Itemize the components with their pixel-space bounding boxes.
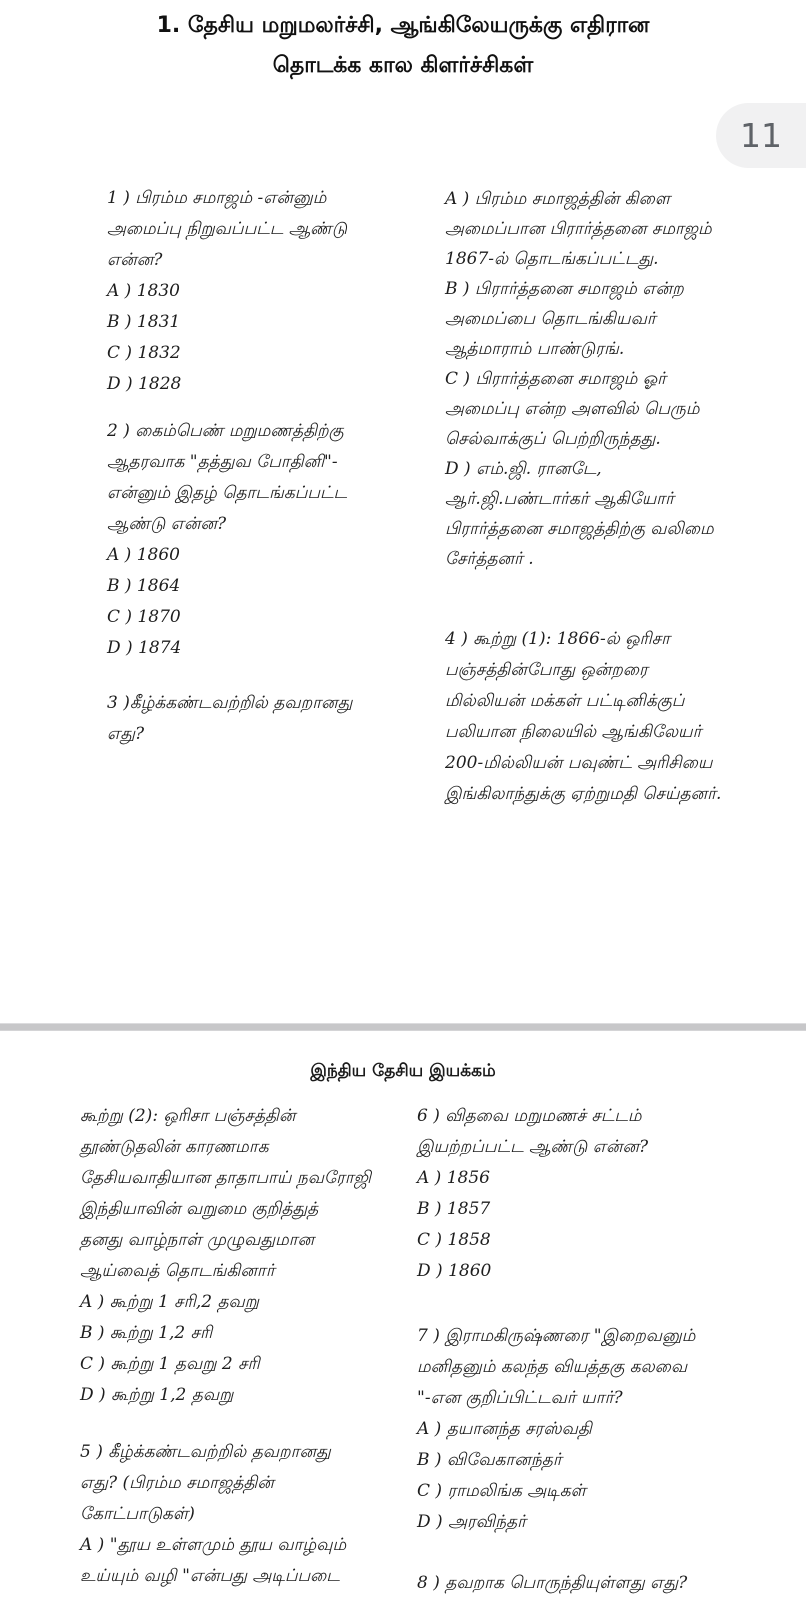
text-line: "-என குறிப்பிட்டவர் யார்? — [417, 1388, 623, 1408]
text-line: D ) 1874 — [107, 638, 182, 658]
text-line: எது? (பிரம்ம சமாஜத்தின் — [80, 1473, 274, 1493]
text-line: D ) கூற்று 1,2 தவறு — [80, 1385, 234, 1405]
text-line: மில்லியன் மக்கள் பட்டினிக்குப் — [445, 691, 685, 711]
page-title-line-1: 1. தேசிய மறுமலர்ச்சி, ஆங்கிலேயருக்கு எதிரான — [156, 13, 650, 38]
text-line: B ) 1857 — [417, 1199, 491, 1219]
question-8 — [417, 1568, 799, 1599]
text-line: A ) தயானந்த சரஸ்வதி — [417, 1419, 592, 1439]
text-line: 200-மில்லியன் பவுண்ட் அரிசியை — [445, 753, 713, 773]
text-line: B ) கூற்று 1,2 சரி — [80, 1323, 213, 1343]
text-line: ஆர்.ஜி.பண்டார்கர் ஆகியோர் — [445, 489, 675, 509]
text-line: பலியான நிலையில் ஆங்கிலேயர் — [445, 722, 702, 742]
text-line: பிரார்த்தனை சமாஜத்திற்கு வலிமை — [445, 519, 714, 539]
text-line: C ) பிரார்த்தனை சமாஜம் ஓர் — [445, 369, 666, 389]
page-number-badge: 11 — [716, 103, 806, 168]
text-line: ஆண்டு என்ன? — [107, 514, 227, 534]
text-line: A ) கூற்று 1 சரி,2 தவறு — [80, 1292, 259, 1312]
page2-left-column — [80, 1101, 420, 1592]
question-5 — [80, 1437, 420, 1592]
text-line: 8 ) தவறாக பொருந்தியுள்ளது எது? — [417, 1573, 688, 1593]
text-line: கோட்பாடுகள்) — [80, 1504, 195, 1524]
text-line: A ) 1856 — [417, 1168, 490, 1188]
text-line: மனிதனும் கலந்த வியத்தகு கலவை — [417, 1357, 688, 1377]
text-line: இயற்றப்பட்ட ஆண்டு என்ன? — [417, 1137, 649, 1157]
page2-right-column — [417, 1101, 799, 1599]
text-line: D ) எம்.ஜி. ரானடே, — [445, 459, 602, 479]
page1-left-column — [107, 183, 419, 750]
text-line: C ) 1832 — [107, 343, 181, 363]
text-line: B ) விவேகானந்தர் — [417, 1450, 562, 1470]
text-line: 6 ) விதவை மறுமணச் சட்டம் — [417, 1106, 642, 1126]
text-line: A ) 1860 — [107, 545, 180, 565]
text-line: என்னும் இதழ் தொடங்கப்பட்ட — [107, 483, 348, 503]
question-2 — [107, 416, 419, 664]
page-title-line-2: தொடக்க கால கிளர்ச்சிகள் — [272, 53, 534, 78]
text-line: B ) 1831 — [107, 312, 181, 332]
page-divider — [0, 1023, 806, 1031]
text-line: செல்வாக்குப் பெற்றிருந்தது. — [445, 429, 661, 449]
text-line: ஆதரவாக "தத்துவ போதினி"- — [107, 452, 338, 472]
text-line: எது? — [107, 724, 145, 744]
text-line: B ) 1864 — [107, 576, 181, 596]
text-line: D ) அரவிந்தர் — [417, 1512, 526, 1532]
page1-right-column — [445, 184, 797, 810]
text-line: C ) கூற்று 1 தவறு 2 சரி — [80, 1354, 260, 1374]
text-line: அமைப்பு என்ற அளவில் பெரும் — [445, 399, 700, 419]
text-line: பஞ்சத்தின்போது ஒன்றரை — [445, 660, 648, 680]
text-line: 3 )கீழ்க்கண்டவற்றில் தவறானது — [107, 693, 353, 713]
text-line: ஆய்வைத் தொடங்கினார் — [80, 1261, 275, 1281]
text-line: தேசியவாதியான தாதாபாய் நவரோஜி — [80, 1168, 372, 1188]
question-1 — [107, 183, 419, 400]
question-7 — [417, 1321, 799, 1538]
text-line: தூண்டுதலின் காரணமாக — [80, 1137, 269, 1157]
section-heading: இந்திய தேசிய இயக்கம் — [310, 1061, 496, 1081]
question-3-options — [445, 184, 797, 574]
document-page-2 — [0, 1031, 806, 1600]
text-line: C ) ராமலிங்க அடிகள் — [417, 1481, 586, 1501]
text-line: A ) 1830 — [107, 281, 180, 301]
question-4-statement-2-with-options — [80, 1101, 420, 1411]
text-line: D ) 1828 — [107, 374, 182, 394]
question-6 — [417, 1101, 799, 1287]
question-3 — [107, 688, 419, 750]
text-line: D ) 1860 — [417, 1261, 492, 1281]
text-line: சேர்த்தனர் . — [445, 549, 534, 569]
text-line: 4 ) கூற்று (1): 1866-ல் ஒரிசா — [445, 629, 671, 649]
text-line: A ) பிரம்ம சமாஜத்தின் கிளை — [445, 189, 671, 209]
text-line: கூற்று (2): ஒரிசா பஞ்சத்தின் — [80, 1106, 296, 1126]
text-line: 7 ) இராமகிருஷ்ணரை "இறைவனும் — [417, 1326, 696, 1346]
text-line: A ) "தூய உள்ளமும் தூய வாழ்வும் — [80, 1535, 347, 1555]
text-line: உய்யும் வழி "என்பது அடிப்படை — [80, 1566, 340, 1586]
text-line: இங்கிலாந்துக்கு ஏற்றுமதி செய்தனர். — [445, 784, 722, 804]
text-line: இந்தியாவின் வறுமை குறித்துத் — [80, 1199, 319, 1219]
text-line: 1 ) பிரம்ம சமாஜம் -என்னும் — [107, 188, 327, 208]
text-line: அமைப்பான பிரார்த்தனை சமாஜம் — [445, 219, 712, 239]
text-line: C ) 1858 — [417, 1230, 491, 1250]
text-line: அமைப்பு நிறுவப்பட்ட ஆண்டு — [107, 219, 347, 239]
text-line: 1867-ல் தொடங்கப்பட்டது. — [445, 249, 659, 269]
text-line: அமைப்பை தொடங்கியவர் — [445, 309, 656, 329]
page-title — [0, 6, 806, 86]
question-4-statement-1 — [445, 624, 797, 810]
text-line: ஆத்மாராம் பாண்டுரங். — [445, 339, 625, 359]
text-line: 5 ) கீழ்க்கண்டவற்றில் தவறானது — [80, 1442, 331, 1462]
text-line: தனது வாழ்நாள் முழுவதுமான — [80, 1230, 315, 1250]
text-line: C ) 1870 — [107, 607, 181, 627]
text-line: என்ன? — [107, 250, 163, 270]
text-line: 2 ) கைம்பெண் மறுமணத்திற்கு — [107, 421, 344, 441]
text-line: B ) பிரார்த்தனை சமாஜம் என்ற — [445, 279, 684, 299]
